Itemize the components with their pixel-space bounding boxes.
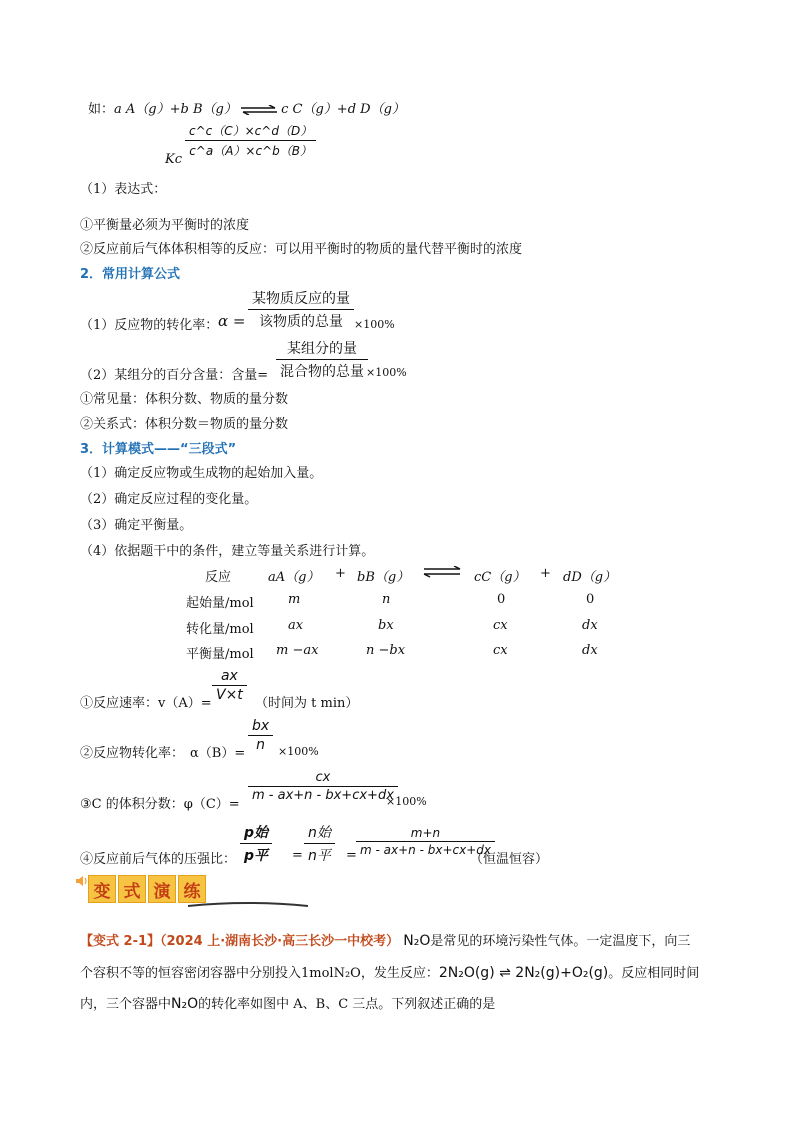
exercise-n2o-2: N₂O <box>171 996 199 1012</box>
tbl-row-change-d: dx <box>582 618 598 633</box>
conv2-tail: ×100% <box>278 745 319 758</box>
press-tail: （恒温恒容） <box>470 852 549 867</box>
banner-char-4: 练 <box>178 875 206 903</box>
pct-numerator: 某组分的量 <box>276 338 368 360</box>
section1-note1: ①平衡量必须为平衡时的浓度 <box>80 218 250 233</box>
tbl-header-b: bB（g） <box>357 570 410 585</box>
tbl-row-eq-c: cx <box>493 643 508 658</box>
exercise-tag: 【变式 2-1】 <box>80 934 161 949</box>
banner-char-2: 式 <box>118 875 146 903</box>
exercise-line2-tail: 。反应相同时间 <box>608 966 700 981</box>
press-frac1-den: p平 <box>244 848 269 864</box>
press-eq2: = <box>346 848 357 863</box>
kc-fraction <box>185 122 316 159</box>
rate-fraction <box>212 668 247 703</box>
tbl-header-plus2: + <box>540 566 551 581</box>
rate-tail: （时间为 t min） <box>255 696 359 711</box>
conv-denominator: 该物质的总量 <box>259 314 343 330</box>
pct-tail: ×100% <box>366 366 407 379</box>
tbl-row-eq-label: 平衡量/mol <box>186 647 254 662</box>
tbl-row-change-a: ax <box>288 618 304 633</box>
practice-banner <box>88 872 208 906</box>
conv2-denominator: n <box>256 737 266 753</box>
tbl-header-plus1: + <box>335 566 346 581</box>
intro-reaction-left: a A（g）+b B（g） <box>114 102 237 117</box>
tbl-row-start-c: 0 <box>497 592 506 607</box>
vol-numerator: cx <box>248 770 398 787</box>
exercise-line3-tail: 的转化率如图中 A、B、C 三点。下列叙述正确的是 <box>198 997 496 1012</box>
step3: （3）确定平衡量。 <box>80 518 193 533</box>
equilibrium-arrow-icon <box>241 105 277 115</box>
intro-prefix: 如： <box>88 102 115 117</box>
rate-numerator: ax <box>212 668 247 686</box>
conv2-label: ②反应物转化率： <box>80 746 185 761</box>
banner-underline <box>188 900 308 908</box>
press-eq1: = <box>292 848 303 863</box>
kc-numerator: c^c（C）×c^d（D） <box>185 122 316 141</box>
exercise-line2-text: 个容积不等的恒容密闭容器中分别投入1molN₂O，发生反应： <box>80 966 439 981</box>
tbl-header-c: cC（g） <box>474 570 526 585</box>
exercise-line-2 <box>80 962 699 981</box>
section2-heading: 2．常用计算公式 <box>80 267 181 282</box>
vol-denominator: m - ax+n - bx+cx+dx <box>252 788 394 803</box>
press-frac1 <box>240 822 272 865</box>
tbl-row-change-c: cx <box>493 618 508 633</box>
tbl-header-a: aA（g） <box>268 570 320 585</box>
tbl-row-eq-a: m −ax <box>276 643 319 658</box>
tbl-row-start-a: m <box>288 592 301 607</box>
tbl-row-eq-d: dx <box>582 643 598 658</box>
conv-symbol: α = <box>218 312 246 330</box>
exercise-n2o-1: N₂O <box>403 933 431 949</box>
tbl-row-start-d: 0 <box>586 592 595 607</box>
pct-denominator: 混合物的总量 <box>280 364 364 380</box>
tbl-row-start-label: 起始量/mol <box>186 596 254 611</box>
step4: （4）依据题干中的条件，建立等量关系进行计算。 <box>80 544 375 559</box>
tbl-row-change-b: bx <box>378 618 394 633</box>
exercise-source: （2024 上·湖南长沙·高三长沙一中校考） <box>160 934 400 949</box>
conv-tail: ×100% <box>354 318 395 331</box>
tbl-row-start-b: n <box>382 592 391 607</box>
exercise-line1-text: 是常见的环境污染性气体。一定温度下，向三 <box>430 934 691 949</box>
press-frac2 <box>304 822 335 865</box>
exercise-line-1 <box>80 930 690 949</box>
banner-char-1: 变 <box>88 875 116 903</box>
tbl-row-eq-b: n −bx <box>366 643 406 658</box>
intro-reaction-right: c C（g）+d D（g） <box>281 102 405 117</box>
exercise-line3-text: 内，三个容器中 <box>80 997 172 1012</box>
press-frac3-num: m+n <box>356 826 495 842</box>
tbl-header-d: dD（g） <box>563 570 617 585</box>
tbl-header-reaction: 反应 <box>205 570 232 585</box>
section1-label: （1）表达式： <box>80 182 167 197</box>
vol-fraction <box>248 770 398 803</box>
banner-char-3: 演 <box>148 875 176 903</box>
intro-reaction <box>88 98 405 117</box>
step1: （1）确定反应物或生成物的起始加入量。 <box>80 466 323 481</box>
conv-fraction <box>248 288 354 331</box>
vol-tail: ×100% <box>386 795 427 808</box>
equilibrium-arrow-icon <box>422 566 462 578</box>
speaker-icon <box>74 874 88 888</box>
section3-heading: 3．计算模式——“三段式” <box>80 442 237 457</box>
kc-symbol: Kc <box>165 152 182 167</box>
common-quantities: ①常见量：体积分数、物质的量分数 <box>80 392 289 407</box>
pct-fraction <box>276 338 368 381</box>
conv2-numerator: bx <box>248 718 273 736</box>
vol-label: ③C 的体积分数：φ（C）= <box>80 797 240 812</box>
press-frac3-den: m - ax+n - bx+cx+dx <box>360 843 491 857</box>
step2: （2）确定反应过程的变化量。 <box>80 492 258 507</box>
conv-label: （1）反应物的转化率： <box>80 318 219 333</box>
press-frac2-num: n始 <box>304 822 335 844</box>
rate-label: ①反应速率：v（A）= <box>80 696 212 711</box>
pct-label: （2）某组分的百分含量：含量= <box>80 368 269 383</box>
exercise-line-3 <box>80 993 495 1012</box>
tbl-row-change-label: 转化量/mol <box>186 622 254 637</box>
conv2-alpha: α（B）= <box>190 746 246 761</box>
relation: ②关系式：体积分数＝物质的量分数 <box>80 417 289 432</box>
press-label: ④反应前后气体的压强比： <box>80 852 237 867</box>
conv2-fraction <box>248 718 273 753</box>
section1-note2: ②反应前后气体体积相等的反应：可以用平衡时的物质的量代替平衡时的浓度 <box>80 242 523 257</box>
press-frac2-den: n平 <box>308 848 331 864</box>
exercise-equation: 2N₂O(g) ⇌ 2N₂(g)+O₂(g) <box>438 965 609 981</box>
rate-denominator: V×t <box>216 687 243 703</box>
conv-numerator: 某物质反应的量 <box>248 288 354 310</box>
kc-denominator: c^a（A）×c^b（B） <box>189 144 312 158</box>
press-frac1-num: p始 <box>240 822 272 844</box>
